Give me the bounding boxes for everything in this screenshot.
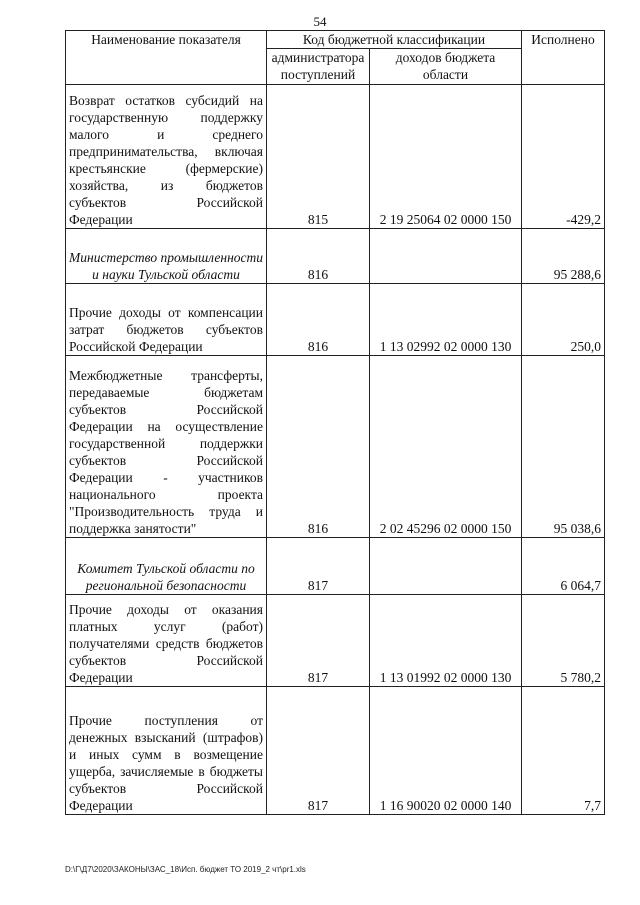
row-revenue-code: 1 13 01992 02 0000 130 bbox=[370, 595, 522, 687]
row-name: Прочие доходы от оказания платных услуг (работ) получателями средств бюджетов субъектов Российской Федерации bbox=[66, 595, 267, 687]
header-classification: Код бюджетной классификации bbox=[267, 31, 522, 49]
row-revenue-code: 1 13 02992 02 0000 130 bbox=[370, 284, 522, 356]
row-executed: 6 064,7 bbox=[522, 538, 605, 595]
row-revenue-code bbox=[370, 538, 522, 595]
row-revenue-code: 2 19 25064 02 0000 150 bbox=[370, 85, 522, 229]
row-admin-code: 816 bbox=[267, 229, 370, 284]
header-admin: администратора поступлений bbox=[267, 49, 370, 85]
row-name: Межбюджетные трансферты, передаваемые бюджетам субъектов Российской Федерации на осуществление государственной поддержки субъектов Российской Федерации - участников национального проекта "Производительность труда и поддержка занятости" bbox=[66, 356, 267, 538]
row-revenue-code bbox=[370, 229, 522, 284]
header-executed: Исполнено bbox=[522, 31, 605, 85]
table-row bbox=[66, 687, 605, 815]
row-name: Комитет Тульской области по региональной безопасности bbox=[66, 538, 267, 595]
table-row bbox=[66, 356, 605, 538]
page-number: 54 bbox=[313, 14, 327, 29]
row-name: Министерство промышленности и науки Тульской области bbox=[66, 229, 267, 284]
row-revenue-code: 2 02 45296 02 0000 150 bbox=[370, 356, 522, 538]
table-row bbox=[66, 229, 605, 284]
row-admin-code: 817 bbox=[267, 687, 370, 815]
file-path-footer: D:\Г\Д7\2020\ЗАКОНЫ\ЗАС_18\Исп. бюджет ТО 2019_2 чт\pr1.xls bbox=[65, 865, 306, 874]
row-admin-code: 816 bbox=[267, 356, 370, 538]
row-executed: 7,7 bbox=[522, 687, 605, 815]
row-admin-code: 817 bbox=[267, 595, 370, 687]
row-executed: 5 780,2 bbox=[522, 595, 605, 687]
table-row bbox=[66, 595, 605, 687]
row-name: Возврат остатков субсидий на государственную поддержку малого и среднего предпринимательства, включая крестьянские (фермерские) хозяйства, из бюджетов субъектов Российской Федерации bbox=[66, 85, 267, 229]
row-admin-code: 815 bbox=[267, 85, 370, 229]
row-name: Прочие поступления от денежных взысканий (штрафов) и иных сумм в возмещение ущерба, зачисляемые в бюджеты субъектов Российской Федерации bbox=[66, 687, 267, 815]
header-name: Наименование показателя bbox=[66, 31, 267, 85]
header-revenue: доходов бюджета области bbox=[370, 49, 522, 85]
row-executed: -429,2 bbox=[522, 85, 605, 229]
row-executed: 95 288,6 bbox=[522, 229, 605, 284]
table-row bbox=[66, 85, 605, 229]
table-row bbox=[66, 538, 605, 595]
row-admin-code: 816 bbox=[267, 284, 370, 356]
row-name: Прочие доходы от компенсации затрат бюджетов субъектов Российской Федерации bbox=[66, 284, 267, 356]
row-admin-code: 817 bbox=[267, 538, 370, 595]
revenue-table bbox=[65, 30, 605, 815]
row-revenue-code: 1 16 90020 02 0000 140 bbox=[370, 687, 522, 815]
table-row bbox=[66, 284, 605, 356]
row-executed: 250,0 bbox=[522, 284, 605, 356]
row-executed: 95 038,6 bbox=[522, 356, 605, 538]
